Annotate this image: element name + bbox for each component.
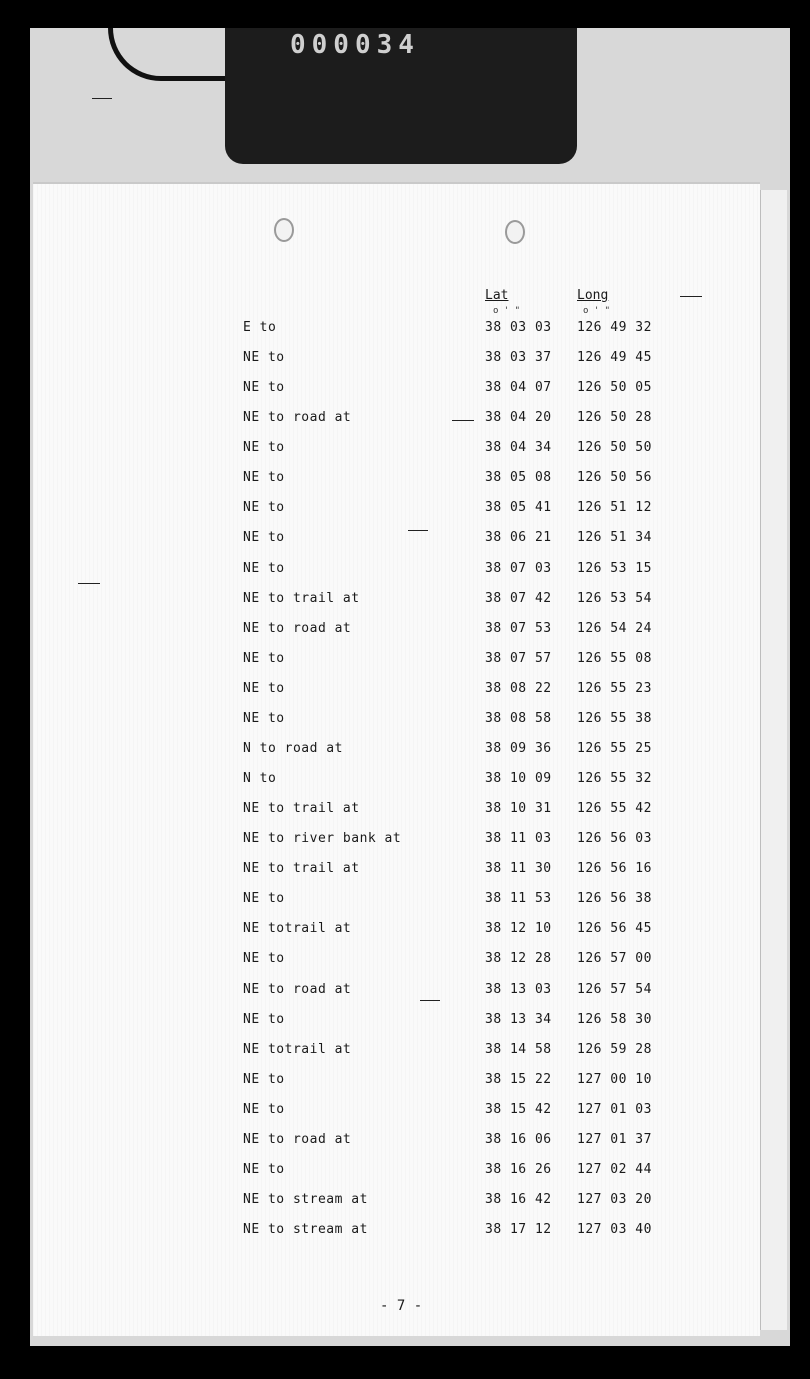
row-latitude: 38 16 06 [485, 1131, 552, 1147]
row-direction: NE to road at [243, 410, 352, 426]
table-row [0, 951, 810, 969]
row-direction: NE to road at [243, 981, 352, 997]
row-direction: N to [243, 771, 277, 787]
row-longitude: 126 56 03 [577, 831, 652, 847]
scan-mark [680, 296, 702, 297]
row-direction: NE to [243, 951, 285, 967]
row-longitude: 126 53 54 [577, 590, 652, 606]
table-row [0, 681, 810, 699]
table-row [0, 891, 810, 909]
table-row [0, 711, 810, 729]
row-longitude: 126 55 32 [577, 771, 652, 787]
table-row [0, 410, 810, 428]
row-latitude: 38 08 58 [485, 710, 552, 726]
row-direction: NE to [243, 380, 285, 396]
row-latitude: 38 03 03 [485, 320, 552, 335]
row-direction: NE to [243, 710, 285, 726]
row-latitude: 38 03 37 [485, 350, 552, 366]
row-latitude: 38 05 08 [485, 470, 552, 486]
table-row [0, 1192, 810, 1210]
table-row [0, 1072, 810, 1090]
row-latitude: 38 11 30 [485, 861, 552, 877]
row-longitude: 126 55 25 [577, 740, 652, 756]
row-direction: NE to [243, 1011, 285, 1027]
row-latitude: 38 13 03 [485, 981, 552, 997]
row-longitude: 127 01 03 [577, 1101, 652, 1117]
table-row [0, 982, 810, 1000]
table-row [0, 470, 810, 488]
row-latitude: 38 10 09 [485, 771, 552, 787]
row-latitude: 38 06 21 [485, 530, 552, 546]
row-direction: NE to stream at [243, 1222, 368, 1238]
lat-unit-symbols: o ' " [493, 306, 521, 316]
table-row [0, 801, 810, 819]
row-latitude: 38 04 20 [485, 410, 552, 426]
row-latitude: 38 17 12 [485, 1222, 552, 1238]
row-latitude: 38 15 22 [485, 1071, 552, 1087]
row-longitude: 126 53 15 [577, 560, 652, 576]
row-longitude: 126 58 30 [577, 1011, 652, 1027]
row-direction: E to [243, 320, 277, 335]
row-direction: NE to river bank at [243, 831, 402, 847]
row-longitude: 126 57 00 [577, 951, 652, 967]
row-longitude: 126 50 56 [577, 470, 652, 486]
row-longitude: 126 49 32 [577, 320, 652, 335]
row-direction: NE to [243, 560, 285, 576]
row-latitude: 38 07 03 [485, 560, 552, 576]
table-row [0, 591, 810, 609]
table-row [0, 651, 810, 669]
frame-counter: 000034 [290, 30, 420, 60]
table-row [0, 1042, 810, 1060]
row-latitude: 38 07 42 [485, 590, 552, 606]
row-direction: NE to [243, 1161, 285, 1177]
row-longitude: 127 01 37 [577, 1131, 652, 1147]
row-latitude: 38 16 26 [485, 1161, 552, 1177]
row-longitude: 126 51 34 [577, 530, 652, 546]
row-direction: NE totrail at [243, 921, 352, 937]
row-direction: NE to [243, 1071, 285, 1087]
table-row [0, 1102, 810, 1120]
table-row [0, 380, 810, 398]
table-row [0, 741, 810, 759]
row-longitude: 126 55 08 [577, 650, 652, 666]
row-longitude: 127 02 44 [577, 1161, 652, 1177]
row-direction: N to road at [243, 740, 343, 756]
row-longitude: 127 00 10 [577, 1071, 652, 1087]
row-longitude: 126 51 12 [577, 500, 652, 516]
table-row [0, 1162, 810, 1180]
row-latitude: 38 11 53 [485, 891, 552, 907]
row-direction: NE totrail at [243, 1041, 352, 1057]
row-latitude: 38 08 22 [485, 680, 552, 696]
table-row [0, 1012, 810, 1030]
punch-hole-left [274, 218, 294, 242]
row-longitude: 126 50 05 [577, 380, 652, 396]
row-latitude: 38 12 10 [485, 921, 552, 937]
row-longitude: 127 03 40 [577, 1222, 652, 1238]
table-row [0, 561, 810, 579]
row-longitude: 126 54 24 [577, 620, 652, 636]
row-latitude: 38 14 58 [485, 1041, 552, 1057]
row-longitude: 126 56 38 [577, 891, 652, 907]
row-direction: NE to [243, 470, 285, 486]
row-latitude: 38 12 28 [485, 951, 552, 967]
row-longitude: 127 03 20 [577, 1192, 652, 1208]
table-row [0, 1132, 810, 1150]
lat-column-header: Lat [485, 288, 509, 303]
page-number: - 7 - [380, 1298, 423, 1314]
row-latitude: 38 16 42 [485, 1192, 552, 1208]
table-row [0, 440, 810, 458]
row-longitude: 126 55 23 [577, 680, 652, 696]
table-row [0, 621, 810, 639]
long-column-header: Long [577, 288, 609, 303]
row-direction: NE to [243, 891, 285, 907]
row-latitude: 38 07 53 [485, 620, 552, 636]
row-longitude: 126 49 45 [577, 350, 652, 366]
table-row [0, 500, 810, 518]
table-row [0, 1222, 810, 1240]
row-latitude: 38 15 42 [485, 1101, 552, 1117]
row-direction: NE to road at [243, 1131, 352, 1147]
scan-mark [78, 583, 100, 584]
table-row [0, 320, 810, 338]
row-direction: NE to trail at [243, 801, 360, 817]
table-row [0, 921, 810, 939]
row-longitude: 126 55 38 [577, 710, 652, 726]
row-direction: NE to [243, 350, 285, 366]
row-longitude: 126 56 16 [577, 861, 652, 877]
scan-mark [420, 1000, 440, 1001]
row-longitude: 126 55 42 [577, 801, 652, 817]
table-row [0, 831, 810, 849]
row-latitude: 38 09 36 [485, 740, 552, 756]
row-longitude: 126 50 28 [577, 410, 652, 426]
row-longitude: 126 57 54 [577, 981, 652, 997]
row-latitude: 38 04 07 [485, 380, 552, 396]
scan-mark [92, 98, 112, 99]
row-direction: NE to [243, 1101, 285, 1117]
punch-hole-right [505, 220, 525, 244]
row-latitude: 38 07 57 [485, 650, 552, 666]
row-direction: NE to [243, 530, 285, 546]
row-direction: NE to trail at [243, 590, 360, 606]
table-row [0, 350, 810, 368]
row-direction: NE to [243, 680, 285, 696]
row-direction: NE to stream at [243, 1192, 368, 1208]
row-latitude: 38 11 03 [485, 831, 552, 847]
table-row [0, 771, 810, 789]
row-longitude: 126 56 45 [577, 921, 652, 937]
row-latitude: 38 04 34 [485, 440, 552, 456]
row-latitude: 38 13 34 [485, 1011, 552, 1027]
row-latitude: 38 10 31 [485, 801, 552, 817]
row-direction: NE to road at [243, 620, 352, 636]
row-direction: NE to [243, 440, 285, 456]
row-direction: NE to [243, 500, 285, 516]
row-latitude: 38 05 41 [485, 500, 552, 516]
table-row [0, 530, 810, 548]
table-row [0, 861, 810, 879]
row-direction: NE to trail at [243, 861, 360, 877]
row-longitude: 126 59 28 [577, 1041, 652, 1057]
long-unit-symbols: o ' " [583, 306, 611, 316]
row-direction: NE to [243, 650, 285, 666]
row-longitude: 126 50 50 [577, 440, 652, 456]
